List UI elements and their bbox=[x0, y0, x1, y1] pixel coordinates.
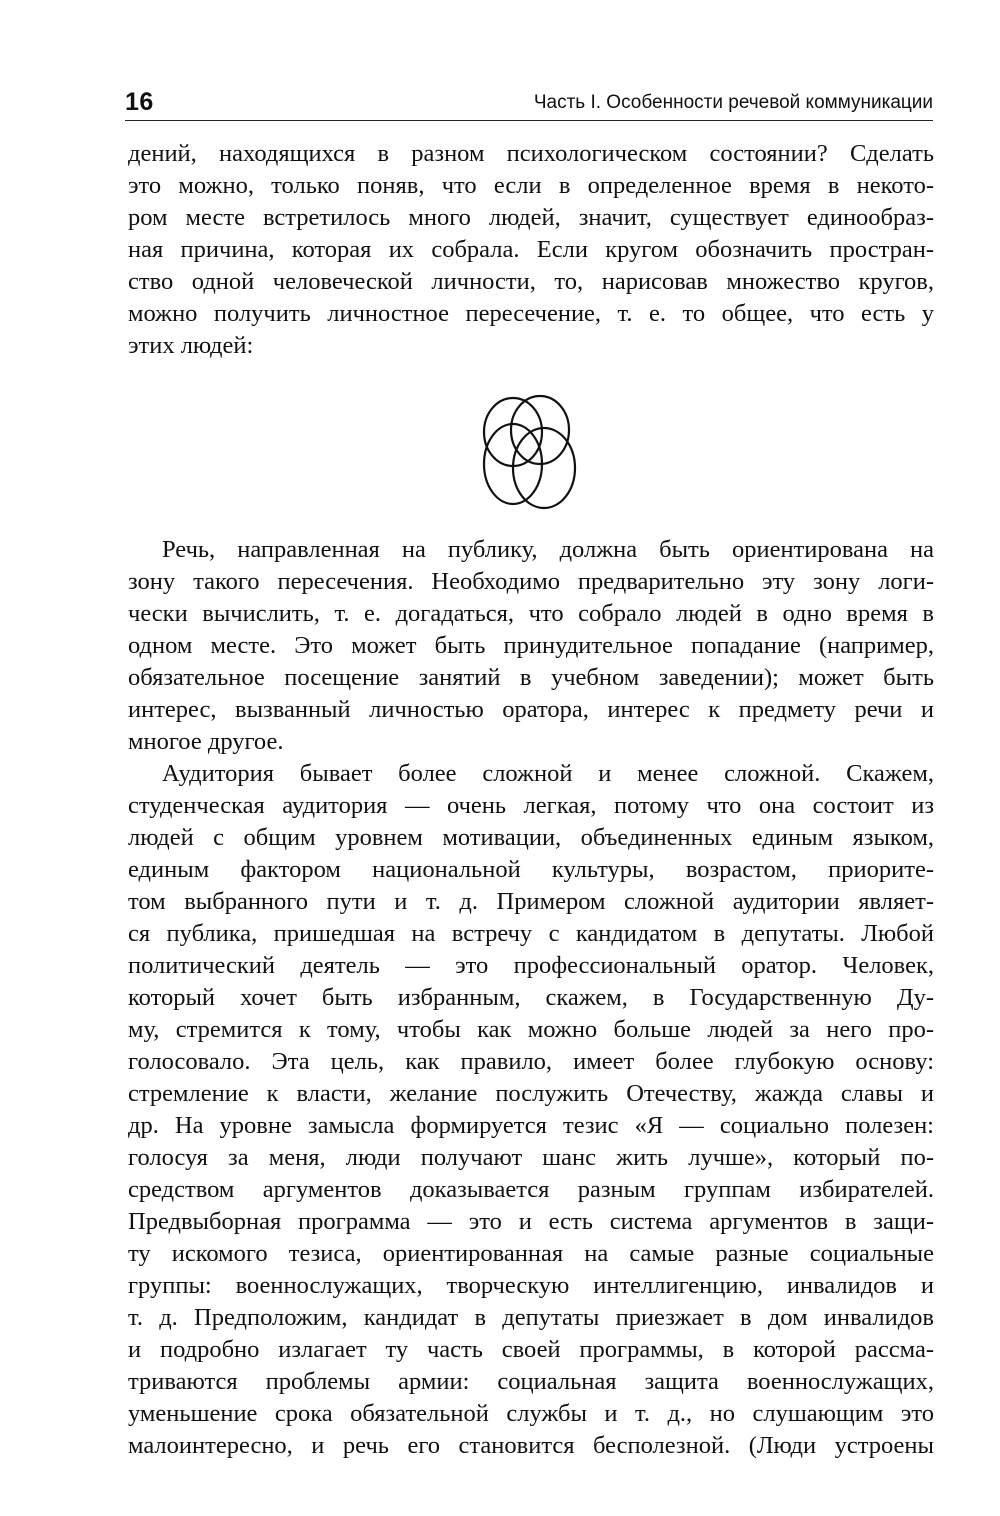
text-line: ся публика, пришедшая на встречу с кандидатом в депутаты. Любой bbox=[128, 920, 934, 947]
text-line: группы: военнослужащих, творческую интеллигенцию, инвалидов и bbox=[128, 1272, 934, 1299]
text-line: студенческая аудитория — очень легкая, потому что она состоит из bbox=[128, 792, 934, 819]
text-line: единым фактором национальной культуры, возрастом, приорите- bbox=[128, 856, 934, 883]
text-line: одном месте. Это может быть принудительное попадание (например, bbox=[128, 632, 934, 659]
text-line: ство одной человеческой личности, то, нарисовав множество кругов, bbox=[128, 268, 934, 295]
page-number: 16 bbox=[125, 88, 154, 116]
circle-shape bbox=[484, 398, 542, 466]
text-line: др. На уровне замысла формируется тезис «Я — социально полезен: bbox=[128, 1112, 934, 1139]
text-line: уменьшение срока обязательной службы и т. д., но слушающим это bbox=[128, 1400, 934, 1427]
text-line: средством аргументов доказывается разным группам избирателей. bbox=[128, 1176, 934, 1203]
text-line: можно получить личностное пересечение, т. е. то общее, что есть у bbox=[128, 300, 934, 327]
text-line: этих людей: bbox=[128, 332, 254, 359]
text-line: дений, находящихся в разном психологическом состоянии? Сделать bbox=[128, 140, 934, 167]
text-line: ту искомого тезиса, ориентированная на самые разные социальные bbox=[128, 1240, 934, 1267]
text-line: триваются проблемы армии: социальная защита военнослужащих, bbox=[128, 1368, 934, 1395]
running-head: Часть I. Особенности речевой коммуникации bbox=[533, 92, 933, 113]
text-line: многое другое. bbox=[128, 728, 284, 755]
text-line: голосуя за меня, люди получают шанс жить лучше», который по- bbox=[128, 1144, 934, 1171]
text-line: это можно, только поняв, что если в определенное время в некото- bbox=[128, 172, 934, 199]
text-line: обязательное посещение занятий в учебном заведении); может быть bbox=[128, 664, 934, 691]
text-line: интерес, вызванный личностью оратора, интерес к предмету речи и bbox=[128, 696, 934, 723]
text-line: ная причина, которая их собрала. Если кругом обозначить простран- bbox=[128, 236, 934, 263]
page-header bbox=[125, 84, 933, 121]
circle-shape bbox=[513, 428, 575, 508]
text-line: ром месте встретилось много людей, значит, существует единообраз- bbox=[128, 204, 934, 231]
text-line: голосовало. Эта цель, как правило, имеет более глубокую основу: bbox=[128, 1048, 934, 1075]
text-line: политический деятель — это профессиональный оратор. Человек, bbox=[128, 952, 934, 979]
text-line: людей с общим уровнем мотивации, объединенных единым языком, bbox=[128, 824, 934, 851]
text-line: малоинтересно, и речь его становится бесполезной. (Люди устроены bbox=[128, 1432, 934, 1459]
overlapping-circles-icon bbox=[480, 392, 590, 514]
text-line: чески вычислить, т. е. догадаться, что собрало людей в одно время в bbox=[128, 600, 934, 627]
text-line: который хочет быть избранным, скажем, в Государственную Ду- bbox=[128, 984, 934, 1011]
text-line: зону такого пересечения. Необходимо предварительно эту зону логи- bbox=[128, 568, 934, 595]
text-line: т. д. Предположим, кандидат в депутаты приезжает в дом инвалидов bbox=[128, 1304, 934, 1331]
text-line: Речь, направленная на публику, должна быть ориентирована на bbox=[162, 536, 934, 563]
text-line: му, стремится к тому, чтобы как можно больше людей за него про- bbox=[128, 1016, 934, 1043]
text-line: и подробно излагает ту часть своей программы, в которой рассма- bbox=[128, 1336, 934, 1363]
text-line: стремление к власти, желание послужить Отечеству, жажда славы и bbox=[128, 1080, 934, 1107]
text-line: том выбранного пути и т. д. Примером сложной аудитории являет- bbox=[128, 888, 934, 915]
text-line: Аудитория бывает более сложной и менее сложной. Скажем, bbox=[162, 760, 934, 787]
text-line: Предвыборная программа — это и есть система аргументов в защи- bbox=[128, 1208, 934, 1235]
